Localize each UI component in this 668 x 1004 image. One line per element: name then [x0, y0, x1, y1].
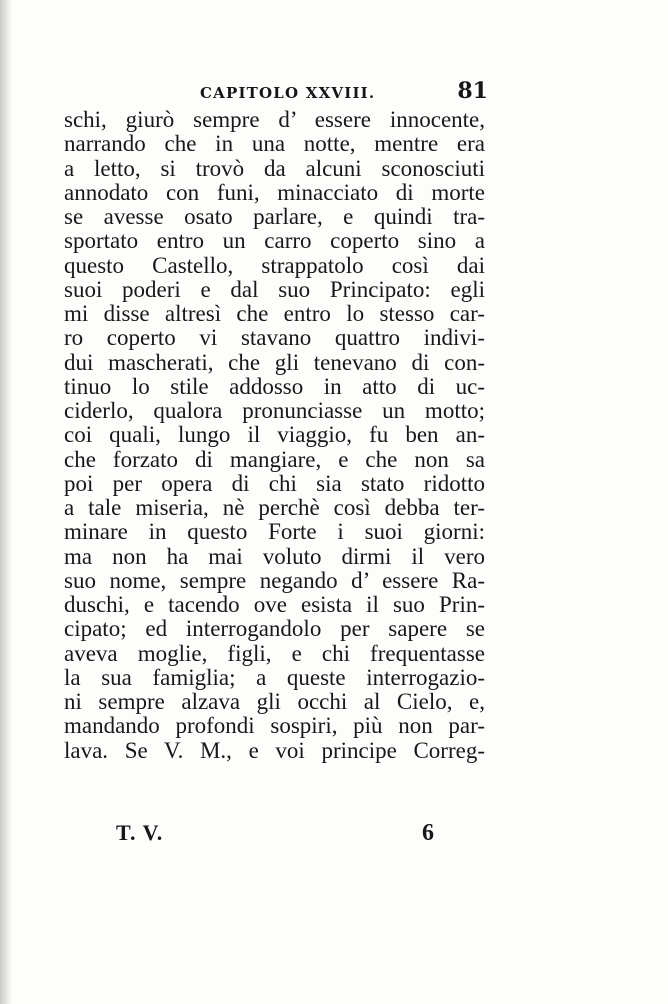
- text-line: ma non ha mai voluto dirmi il vero: [64, 543, 485, 569]
- text-line: ni sempre alzava gli occhi al Cielo, e,: [64, 689, 485, 714]
- page-number: 81: [457, 78, 488, 104]
- text-line: schi, giurò sempre d’ essere innocente,: [64, 107, 485, 132]
- text-line: duschi, e tacendo ove esista il suo Prin-: [64, 592, 485, 617]
- text-line: mandando profondi sospiri, più non par-: [64, 713, 485, 739]
- text-line: narrando che in una notte, mentre era: [64, 131, 485, 157]
- page-gutter-shadow: [0, 0, 12, 1004]
- text-line: tinuo lo stile addosso in atto di uc-: [64, 373, 485, 399]
- text-line: la sua famiglia; a queste interrogazio-: [64, 664, 485, 690]
- text-line: annodato con funi, minacciato di morte: [64, 179, 485, 205]
- page-footer: [64, 820, 434, 850]
- text-line: aveva moglie, figli, e chi frequentasse: [64, 640, 485, 666]
- text-line: lava. Se V. M., e voi principe Correg-: [64, 737, 485, 763]
- text-line: suoi poderi e dal suo Principato: egli: [64, 276, 485, 302]
- text-line: poi per opera di chi sia stato ridotto: [64, 470, 485, 496]
- text-line: se avesse osato parlare, e quindi tra-: [64, 204, 485, 229]
- text-line: sportato entro un carro coperto sino a: [64, 228, 485, 254]
- text-line: ro coperto vi stavano quattro indivi-: [64, 325, 485, 351]
- text-line: dui mascherati, che gli tenevano di con-: [64, 349, 485, 375]
- text-line: minare in questo Forte i suoi giorni:: [64, 519, 485, 545]
- text-line: coi quali, lungo il viaggio, fu ben an-: [64, 422, 485, 448]
- signature-number: 6: [422, 820, 434, 846]
- text-line: suo nome, sempre negando d’ essere Ra-: [64, 567, 485, 593]
- text-line: ciderlo, qualora pronunciasse un motto;: [64, 398, 485, 423]
- text-line: a letto, si trovò da alcuni sconosciuti: [64, 155, 485, 181]
- text-line: mi disse altresì che entro lo stesso car-: [64, 301, 485, 326]
- signature-mark: T. V.: [116, 820, 164, 845]
- page-header: [58, 80, 490, 110]
- body-text: [64, 108, 485, 763]
- text-line: a tale miseria, nè perchè così debba ter-: [64, 495, 485, 520]
- text-line: cipato; ed interrogandolo per sapere se: [64, 616, 485, 642]
- text-line: questo Castello, strappatolo così dai: [64, 252, 485, 278]
- running-title: CAPITOLO XXVIII.: [200, 84, 376, 102]
- text-line: che forzato di mangiare, e che non sa: [64, 446, 485, 472]
